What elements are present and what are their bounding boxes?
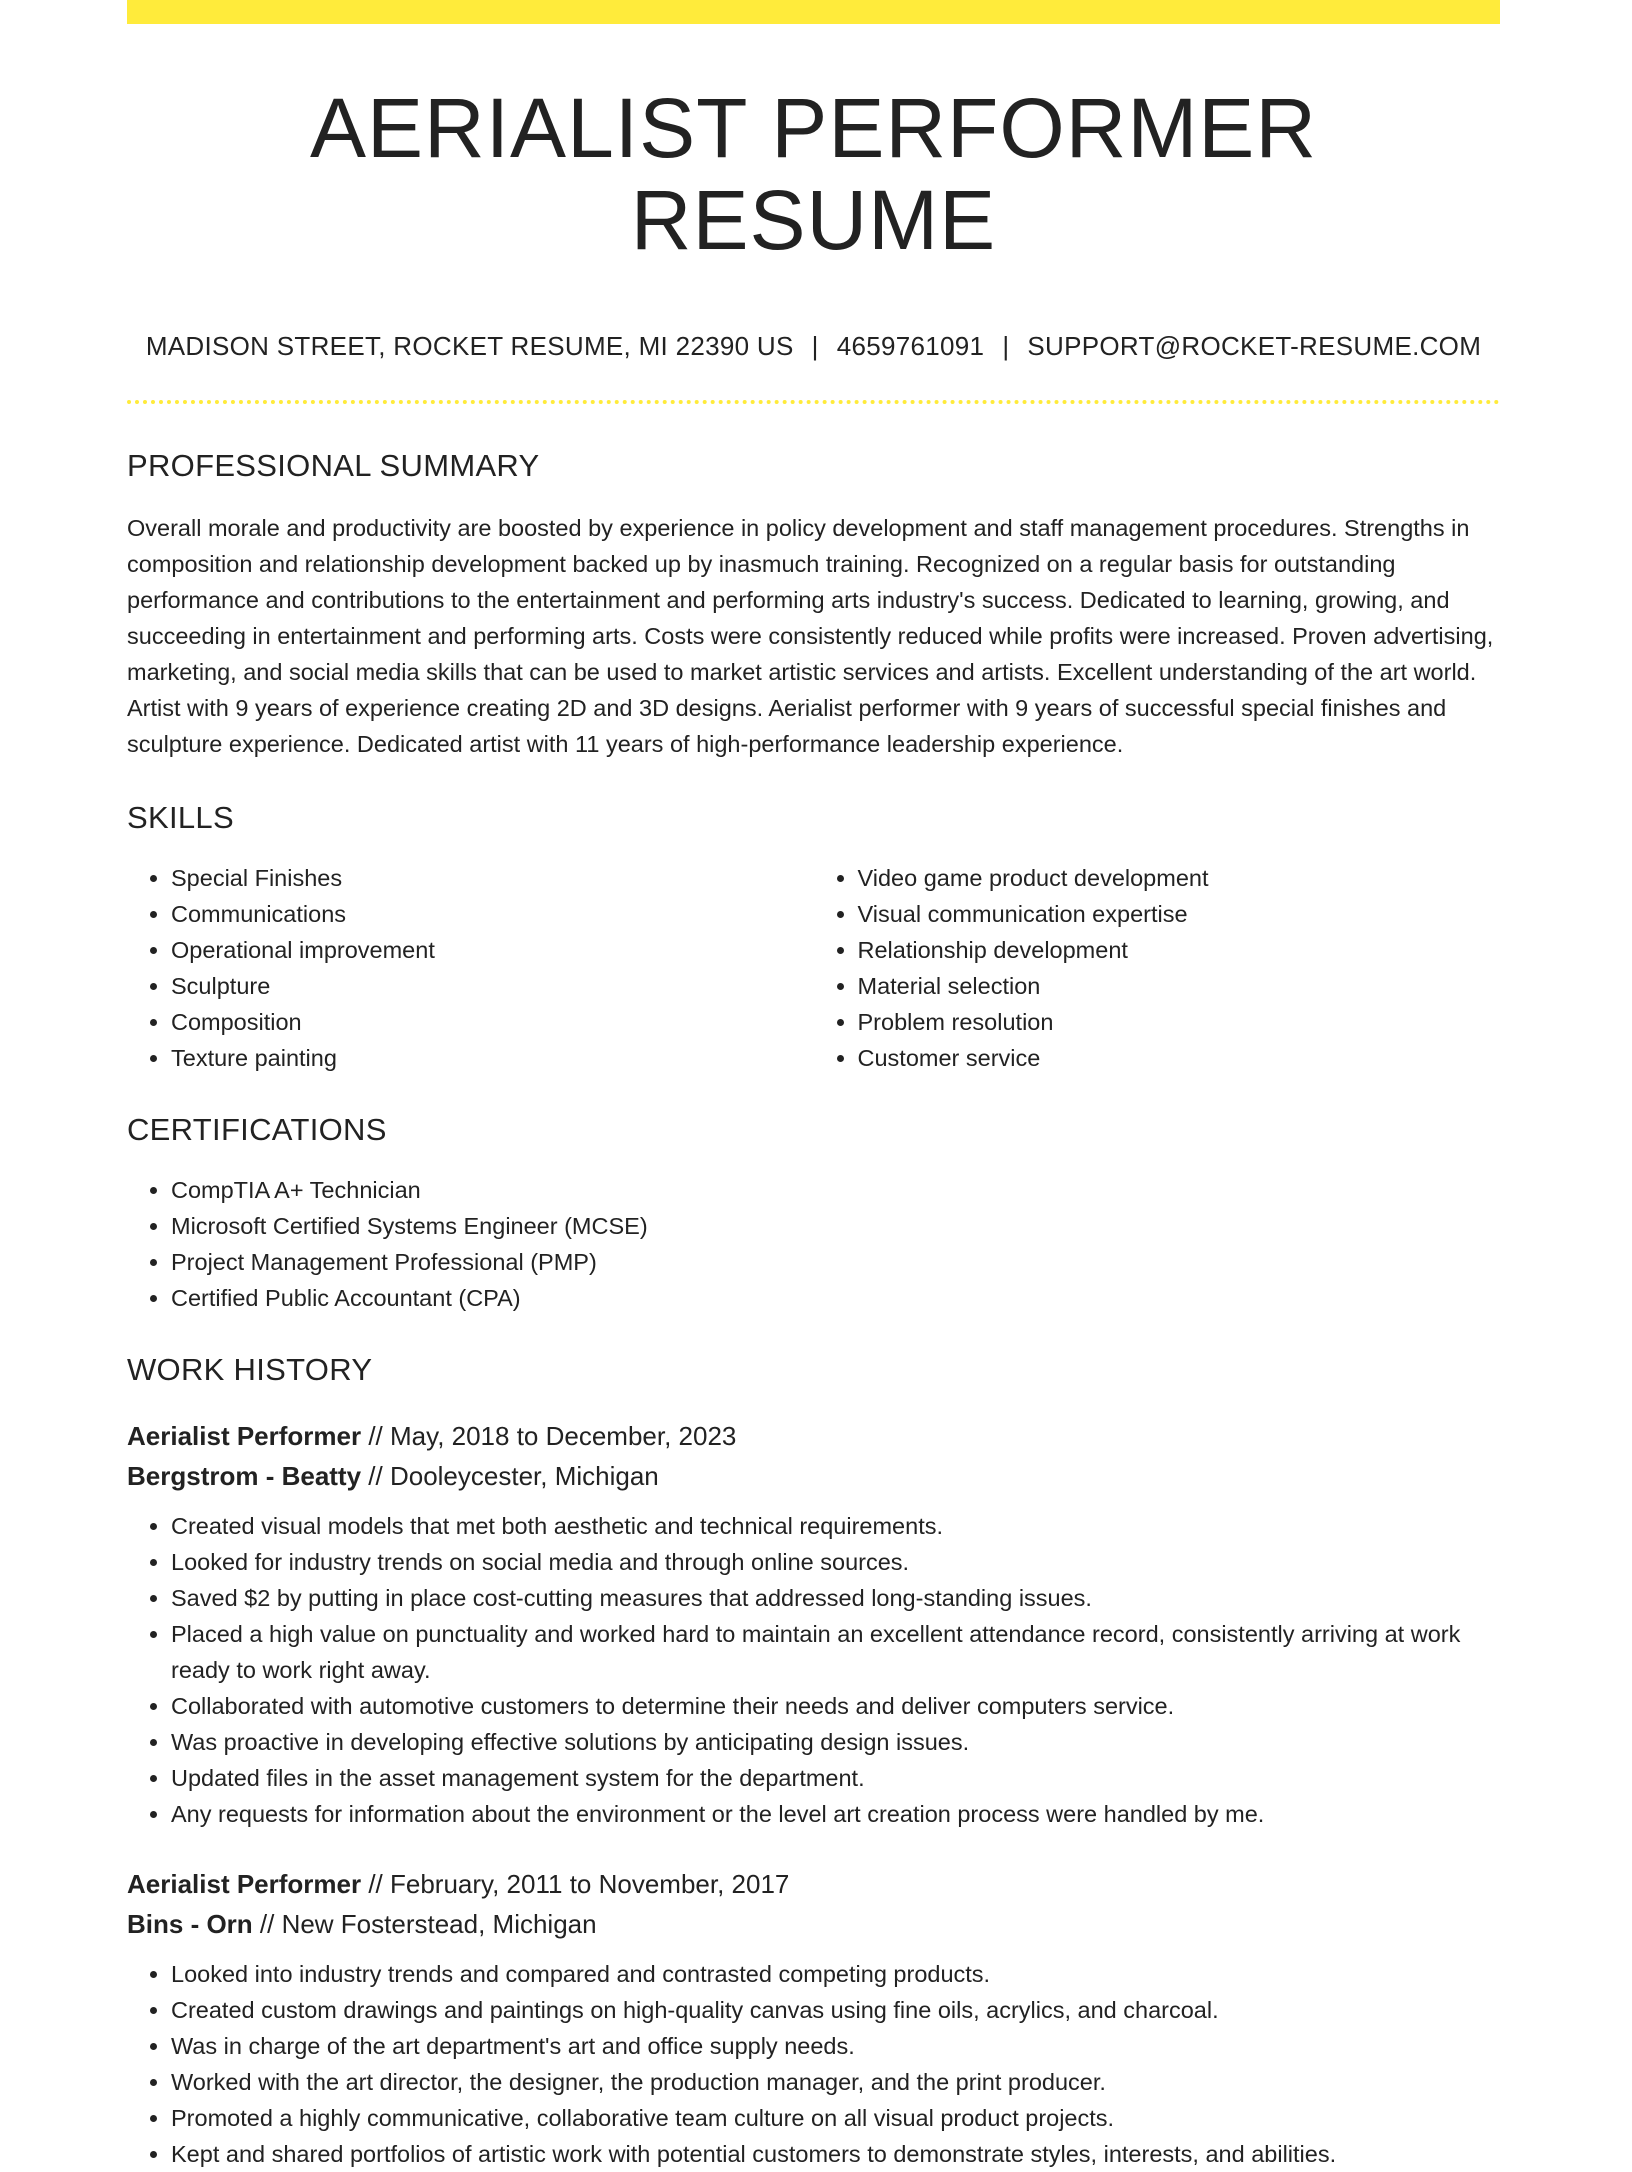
skill-item: • Communications <box>171 896 814 932</box>
job-title: Aerialist Performer <box>127 1420 362 1451</box>
job-bullet: • Any requests for information about the environment or the level art creation process were handled by me. <box>171 1796 1500 1832</box>
contact-separator: | <box>1002 330 1010 361</box>
job-bullets <box>127 1956 1500 2172</box>
dotted-divider <box>127 400 1500 404</box>
job-bullet: • Was proactive in developing effective solutions by anticipating design issues. <box>171 1724 1500 1760</box>
skill-item: • Video game product development <box>858 860 1501 896</box>
job-bullet: • Was in charge of the art department's art and office supply needs. <box>171 2028 1500 2064</box>
contact-email: SUPPORT@ROCKET-RESUME.COM <box>1027 330 1482 361</box>
skills-list-right <box>814 860 1501 1076</box>
job-company: Bergstrom - Beatty <box>127 1460 362 1491</box>
certification-item: • Project Management Professional (PMP) <box>171 1244 1500 1280</box>
contact-line <box>127 331 1500 362</box>
job-bullets <box>127 1508 1500 1832</box>
skill-item: • Special Finishes <box>171 860 814 896</box>
job-bullet: • Updated files in the asset management system for the department. <box>171 1760 1500 1796</box>
work-history-heading: WORK HISTORY <box>127 1351 373 1387</box>
skill-item: • Customer service <box>858 1040 1501 1076</box>
summary-text: Overall morale and productivity are boosted by experience in policy development and staff management procedures. Strengths in composition and relationship development backed up by inasmuch training. Recognized on a regular basis for outstanding performance and contributions to the entertainment and performing arts industry's success. Dedicated to learning, growing, and succeeding in entertainment and performing arts. Costs were consistently reduced while profits were increased. Proven advertising, marketing, and social media skills that can be used to market artistic services and artists. Excellent understanding of the art world. Artist with 9 years of experience creating 2D and 3D designs. Aerialist performer with 9 years of successful special finishes and sculpture experience. Dedicated artist with 11 years of high-performance leadership experience. <box>127 514 1494 757</box>
job-bullet: • Collaborated with automotive customers to determine their needs and deliver computers service. <box>171 1688 1500 1724</box>
resume-content <box>127 0 1500 2172</box>
certification-item: • CompTIA A+ Technician <box>171 1172 1500 1208</box>
contact-address: MADISON STREET, ROCKET RESUME, MI 22390 US <box>145 330 794 361</box>
skill-item: • Composition <box>171 1004 814 1040</box>
summary-heading: PROFESSIONAL SUMMARY <box>127 447 540 483</box>
job-dates: // May, 2018 to December, 2023 <box>361 1420 737 1451</box>
resume-title: AERIALIST PERFORMER RESUME <box>310 81 1317 268</box>
job-title: Aerialist Performer <box>127 1868 362 1899</box>
certification-item: • Certified Public Accountant (CPA) <box>171 1280 1500 1316</box>
job-bullet: • Placed a high value on punctuality and worked hard to maintain an excellent attendance record, consistently arriving at work ready to work right away. <box>171 1616 1500 1688</box>
job-company: Bins - Orn <box>127 1908 253 1939</box>
job-bullet: • Promoted a highly communicative, collaborative team culture on all visual product projects. <box>171 2100 1500 2136</box>
job-bullet: • Looked for industry trends on social media and through online sources. <box>171 1544 1500 1580</box>
skill-item: • Relationship development <box>858 932 1501 968</box>
job-location: // New Fosterstead, Michigan <box>252 1908 597 1939</box>
job-bullet: • Worked with the art director, the designer, the production manager, and the print producer. <box>171 2064 1500 2100</box>
certifications-list <box>127 1172 1500 1316</box>
job-location: // Dooleycester, Michigan <box>361 1460 659 1491</box>
accent-top-bar <box>127 0 1500 24</box>
job-entry <box>127 1416 1500 1832</box>
contact-phone: 4659761091 <box>836 330 985 361</box>
skill-item: • Problem resolution <box>858 1004 1501 1040</box>
contact-separator: | <box>811 330 819 361</box>
job-bullet: • Created visual models that met both aesthetic and technical requirements. <box>171 1508 1500 1544</box>
job-bullet: • Saved $2 by putting in place cost-cutting measures that addressed long-standing issues. <box>171 1580 1500 1616</box>
certifications-heading: CERTIFICATIONS <box>127 1111 387 1147</box>
skills-heading: SKILLS <box>127 799 234 835</box>
skills-columns <box>127 860 1500 1076</box>
job-title-line <box>127 1864 1500 1904</box>
skill-item: • Operational improvement <box>171 932 814 968</box>
job-company-line <box>127 1456 1500 1496</box>
skill-item: • Visual communication expertise <box>858 896 1501 932</box>
certification-item: • Microsoft Certified Systems Engineer (MCSE) <box>171 1208 1500 1244</box>
job-bullet: • Created custom drawings and paintings on high-quality canvas using fine oils, acrylics, and charcoal. <box>171 1992 1500 2028</box>
skill-item: • Material selection <box>858 968 1501 1004</box>
skills-list-left <box>127 860 814 1076</box>
skill-item: • Texture painting <box>171 1040 814 1076</box>
job-company-line <box>127 1904 1500 1944</box>
job-entry <box>127 1864 1500 2172</box>
job-bullet: • Looked into industry trends and compared and contrasted competing products. <box>171 1956 1500 1992</box>
job-title-line <box>127 1416 1500 1456</box>
skill-item: • Sculpture <box>171 968 814 1004</box>
job-dates: // February, 2011 to November, 2017 <box>361 1868 790 1899</box>
job-bullet: • Kept and shared portfolios of artistic work with potential customers to demonstrate styles, interests, and abilities. <box>171 2136 1500 2172</box>
